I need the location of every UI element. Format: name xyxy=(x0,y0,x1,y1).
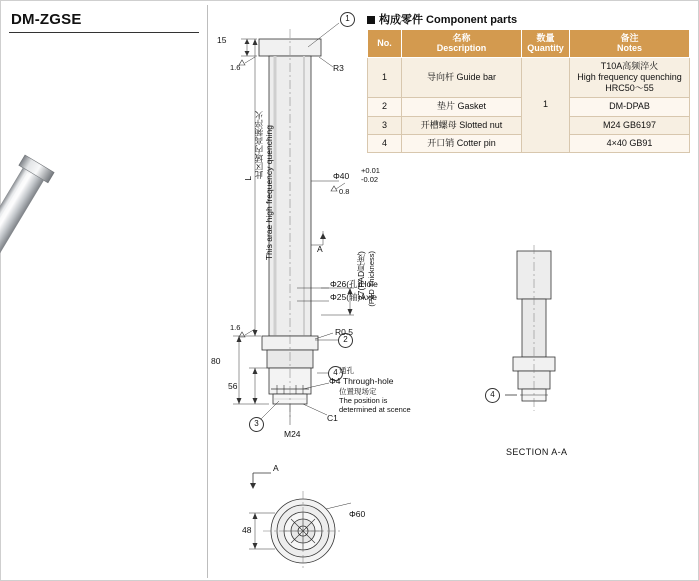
thread-m24: M24 xyxy=(284,429,301,439)
radius-r05: R0.5 xyxy=(335,327,353,337)
balloon-4-section: 4 xyxy=(485,388,500,403)
cell-quantity-merged: 1 xyxy=(522,57,570,153)
dia-40-tol-upper: +0.01 xyxy=(361,166,380,175)
cell-description: 开槽螺母 Slotted nut xyxy=(402,116,522,134)
cell-description: 垫片 Gasket xyxy=(402,98,522,116)
position-note-en-2: determined at scence xyxy=(339,405,411,414)
balloon-2: 2 xyxy=(338,333,353,348)
section-letter-a-front: A xyxy=(317,244,323,254)
cell-no: 1 xyxy=(368,57,402,98)
axle-25: Φ25(轴)Axle xyxy=(330,292,377,302)
dia-40-tol-lower: -0.02 xyxy=(361,175,379,184)
cell-notes: T10A高频淬火 High frequency quenching HRC50～55 xyxy=(570,57,690,98)
col-header-no: No. xyxy=(368,30,402,58)
table-header-row xyxy=(368,30,690,58)
quench-note-en: This arae high frequency quenching xyxy=(264,125,274,261)
through-hole: Φ4 Through-hole xyxy=(329,376,394,386)
dim-L: L xyxy=(243,176,253,181)
cell-no: 4 xyxy=(368,134,402,152)
dim-15: 15 xyxy=(217,35,227,45)
hole-26: Φ26(孔)Hole xyxy=(330,279,378,289)
component-parts-heading: 构成零件 Component parts xyxy=(367,11,517,27)
bottom-dim-48: 48 xyxy=(242,525,252,535)
roughness-16-bottom: 1.6 xyxy=(230,323,241,332)
product-photo xyxy=(9,141,199,401)
dim-80: 80 xyxy=(211,356,221,366)
balloon-1: 1 xyxy=(340,12,355,27)
col-header-description: 名称 Description xyxy=(402,30,522,58)
cell-notes: DM-DPAB xyxy=(570,98,690,116)
section-aa-title: SECTION A-A xyxy=(506,447,568,457)
roughness-08: 0.8 xyxy=(339,187,350,196)
table-row xyxy=(368,57,690,98)
section-arrow-label-a: A xyxy=(273,463,279,473)
cell-description: 导向杆 Guide bar xyxy=(402,57,522,98)
page-title: DM-ZGSE xyxy=(11,11,82,28)
position-note-en-1: The position is xyxy=(339,396,388,405)
pad-thickness: 27(PAD厚度) xyxy=(356,251,366,300)
cell-no: 2 xyxy=(368,98,402,116)
balloon-3: 3 xyxy=(249,417,264,432)
cell-notes: 4×40 GB91 xyxy=(570,134,690,152)
col-header-notes: 备注 Notes xyxy=(570,30,690,58)
col-header-quantity: 数量 Quantity xyxy=(522,30,570,58)
chamfer-c1: C1 xyxy=(327,413,338,423)
dim-R3: R3 xyxy=(333,63,344,73)
roughness-16-top: 1.6 xyxy=(230,63,241,72)
balloon-4: 4 xyxy=(328,366,343,381)
pane-divider xyxy=(207,5,208,578)
cell-notes: M24 GB6197 xyxy=(570,116,690,134)
bottom-view-drawing xyxy=(231,461,411,576)
dim-56: 56 xyxy=(228,381,238,391)
bottom-dia-60: Φ60 xyxy=(349,509,366,519)
title-divider xyxy=(9,32,199,33)
pad-thickness-en: (PAD Thickness) xyxy=(367,251,376,307)
quench-note-cn: 此区域内高频淬火 xyxy=(254,111,264,179)
dia-40: Φ40 xyxy=(333,171,350,181)
cell-no: 3 xyxy=(368,116,402,134)
cell-description: 开口销 Cotter pin xyxy=(402,134,522,152)
component-parts-table xyxy=(367,29,690,153)
position-note-cn: 位置现场定 xyxy=(339,387,377,396)
through-hole-cn: 通孔 xyxy=(339,366,354,375)
